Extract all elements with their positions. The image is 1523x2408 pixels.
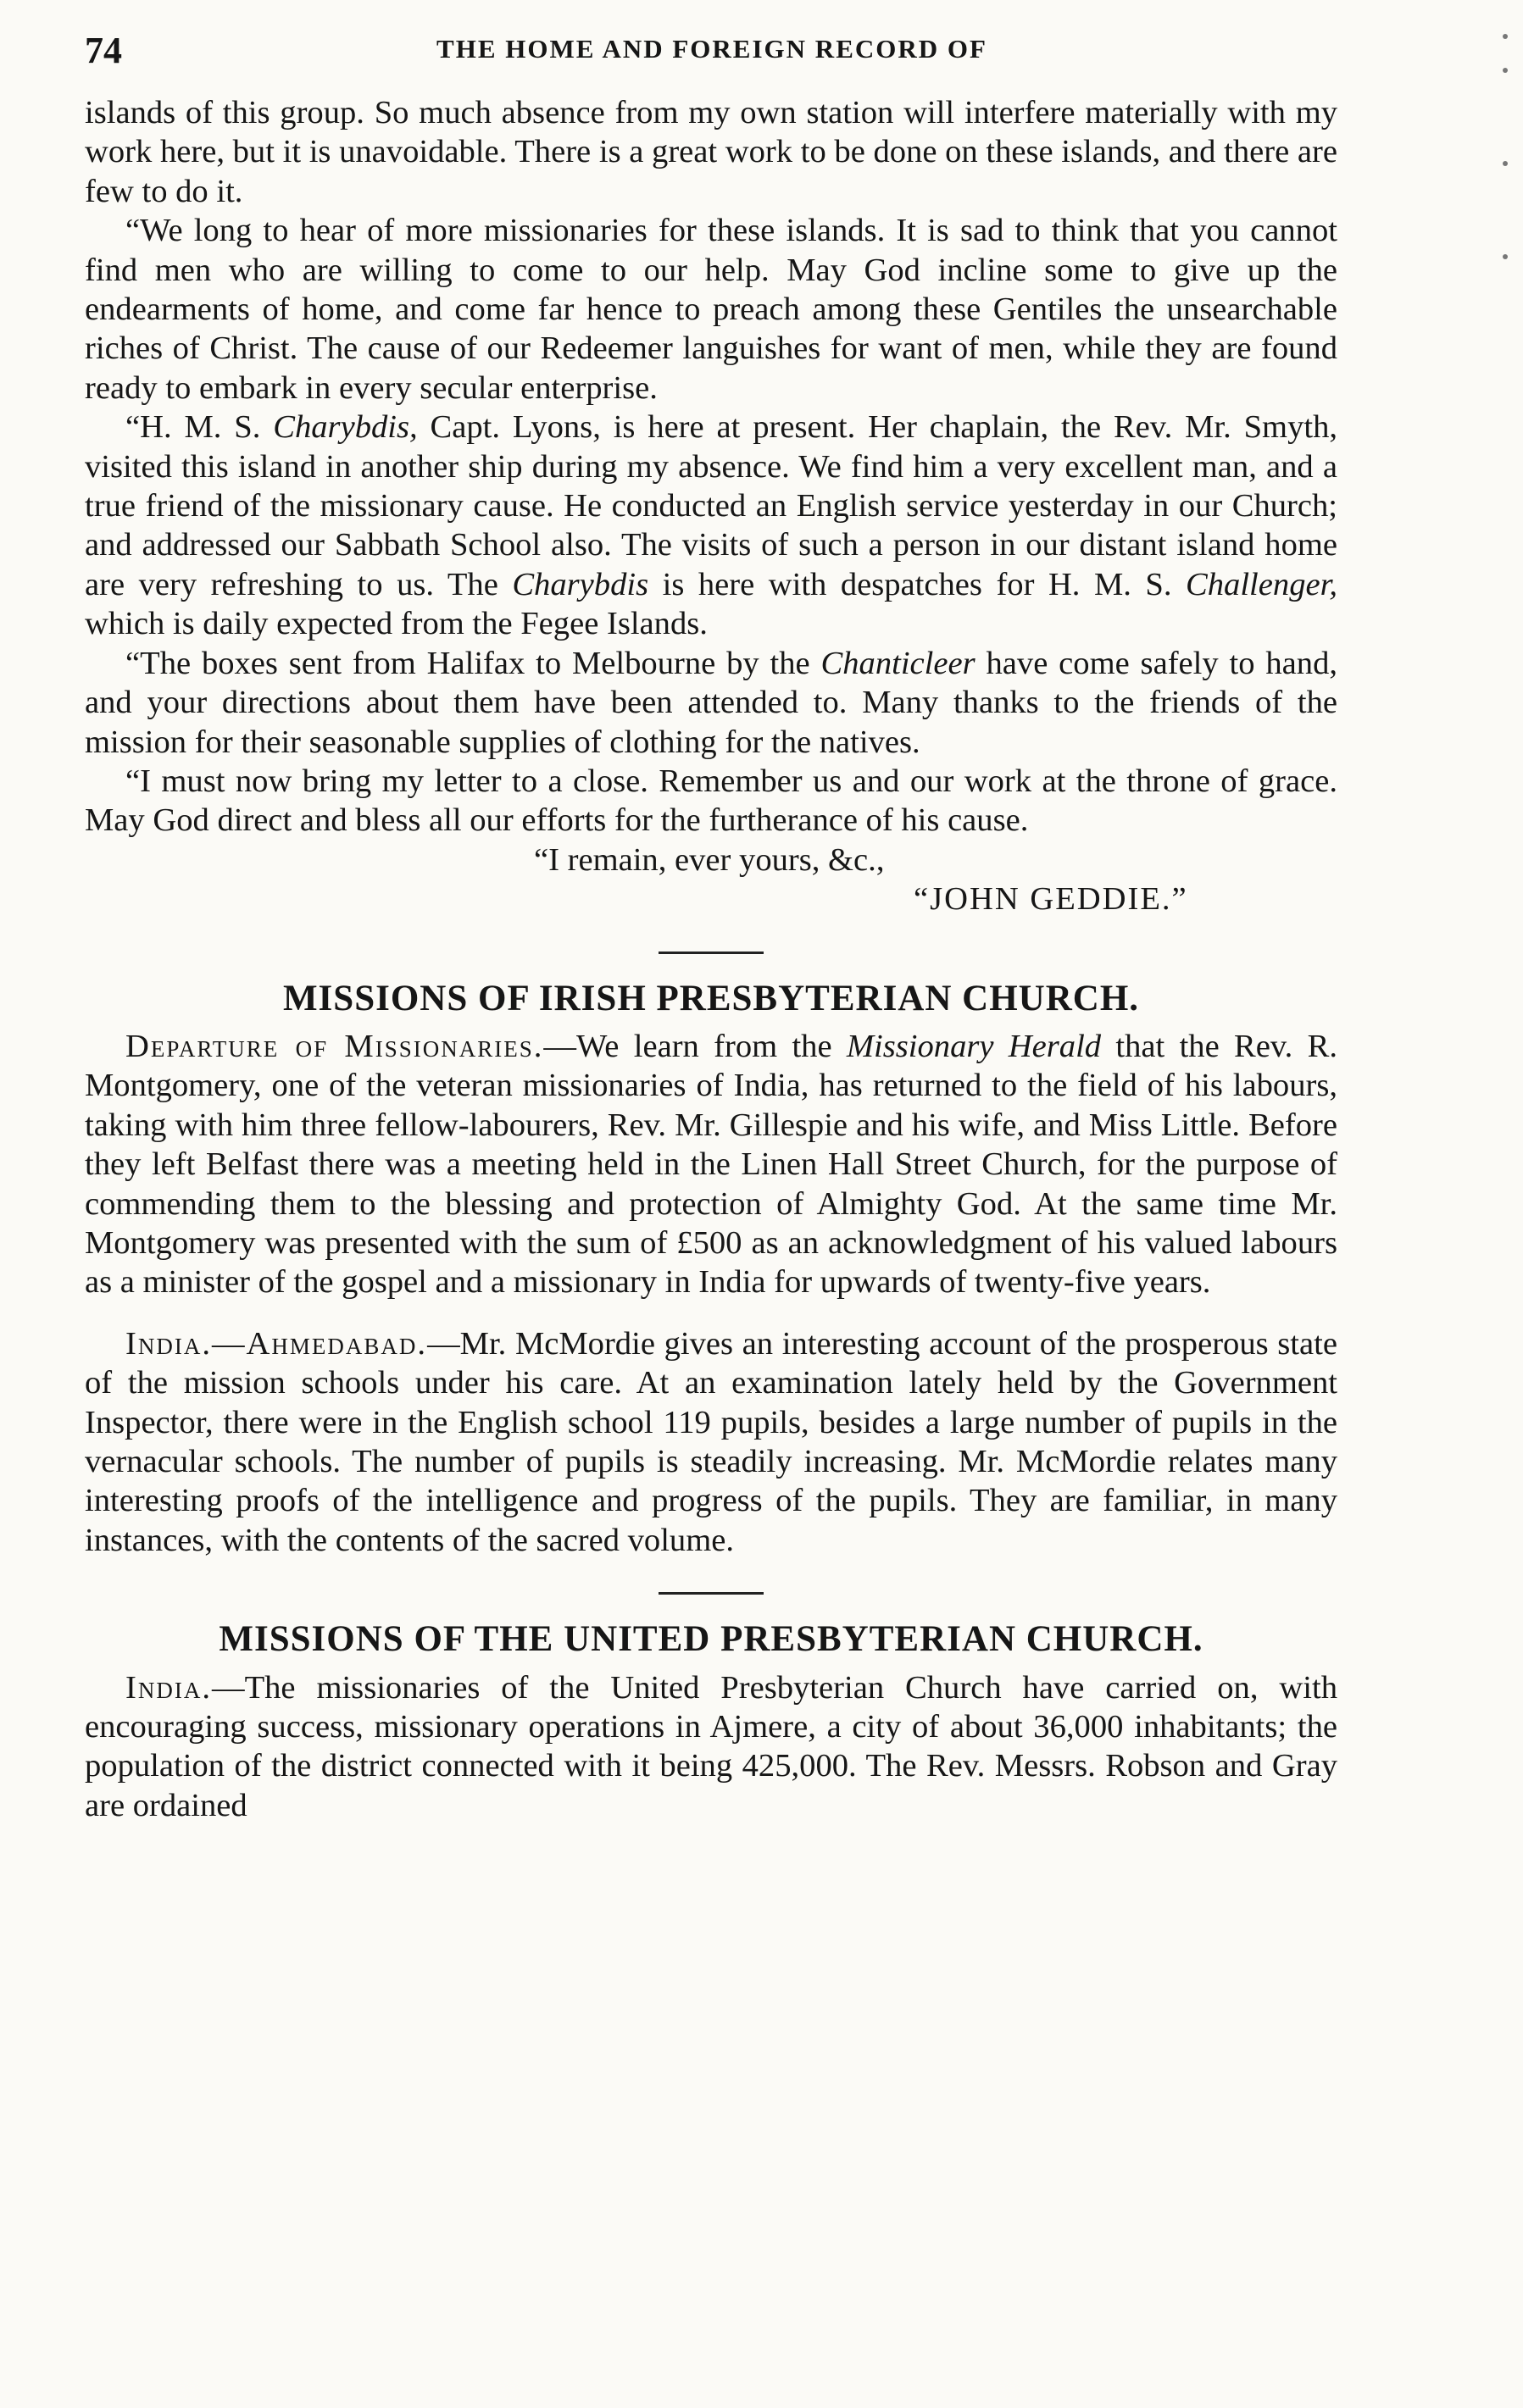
section-title-united: MISSIONS OF THE UNITED PRESBYTERIAN CHURCH. [219,1619,1203,1660]
page-number: 74 [85,30,122,71]
section-title-irish: MISSIONS OF IRISH PRESBYTERIAN CHURCH. [282,978,1140,1018]
letter-paragraph: “The boxes sent from Halifax to Melbourne by the Chanticleer have come safely to hand, and your directions about them have been attended to. Many thanks to the friends of the mission for their seasonable supplies of clothing for the natives. [85,645,1338,760]
running-title: THE HOME AND FOREIGN RECORD OF [436,34,987,64]
news-paragraph: India.—The missionaries of the United Presbyterian Church have carried on, with encouraging success, missionary operations in Ajmere, a city of about 36,000 inhabitants; the population of the district connected with it being 425,000. The Rev. Messrs. Robson and Gray are ordained [85,1669,1337,1823]
article-body [85,93,1337,1825]
news-paragraph: Departure of Missionaries.—We learn from the Missionary Herald that the Rev. R. Montgomery, one of the veteran missionaries of India, has returned to the field of his labours, taking with him three fellow-labourers, Rev. Mr. Gillespie and his wife, and Miss Little. Before they left Belfast there was a meeting held in the Linen Hall Street Church, for the purpose of commending them to the blessing and protection of Almighty God. At the same time Mr. Montgomery was presented with the sum of £500 as an acknowledgment of his valued labours as a minister of the gospel and a missionary in India for upwards of twenty-five years. [85,1028,1337,1301]
margin-marks [1503,34,1513,288]
ship-name: Challenger, [1186,566,1337,602]
letter-paragraph: “We long to hear of more missionaries for these islands. It is sad to think that you cannot find men who are willing to come to our help. May God incline some to give up the endearments of home, and come far hence to preach among these Gentiles the unsearchable riches of Christ. The cause of our Redeemer languishes for want of men, while they are found ready to embark in every secular enterprise. [85,213,1337,406]
letter-paragraph: “I must now bring my letter to a close. Remember us and our work at the throne of grace. May God direct and bless all our efforts for the furtherance of his cause. [85,763,1337,839]
letter-paragraph: islands of this group. So much absence from my own station will interfere materially with my work here, but it is unavoidable. There is a great work to be done on these islands, and there are few to do it. [85,95,1337,209]
ship-name: Chanticleer [820,645,975,681]
section-divider [659,952,764,954]
paragraph-lead: Departure of Missionaries. [125,1028,544,1064]
section-divider [659,1592,764,1595]
ship-name: Charybdis [512,566,649,602]
running-head [85,29,1339,80]
paragraph-lead: India.—Ahmedabad. [125,1325,428,1362]
news-paragraph: India.—Ahmedabad.—Mr. McMordie gives an interesting account of the prosperous state of the mission schools under his care. At an examination lately held by the Government Inspector, there were in the English school 119 pupils, besides a large number of pupils in the vernacular schools. The number of pupils is steadily increasing. Mr. McMordie relates many interesting proofs of the intelligence and progress of the pupils. They are familiar, in many instances, with the contents of the sacred volume. [85,1325,1337,1558]
letter-signature: “JOHN GEDDIE.” [914,881,1188,918]
ship-name: Charybdis, [273,409,418,446]
letter-closing: “I remain, ever yours, &c., [534,841,885,878]
letter-paragraph: “H. M. S. Charybdis, Capt. Lyons, is here at present. Her chaplain, the Rev. Mr. Smyth, visited this island in another ship during my absence. We find him a very excellent man, and a true friend of the missionary cause. He conducted an English service yesterday in our Church; and addressed our Sabbath School also. The visits of such a person in our distant island home are very refreshing to us. The Charybdis is here with despatches for H. M. S. Challenger, which is daily expected from the Fegee Islands. [85,409,1338,642]
paragraph-lead: India. [125,1669,212,1706]
periodical-title: Missionary Herald [846,1028,1102,1064]
